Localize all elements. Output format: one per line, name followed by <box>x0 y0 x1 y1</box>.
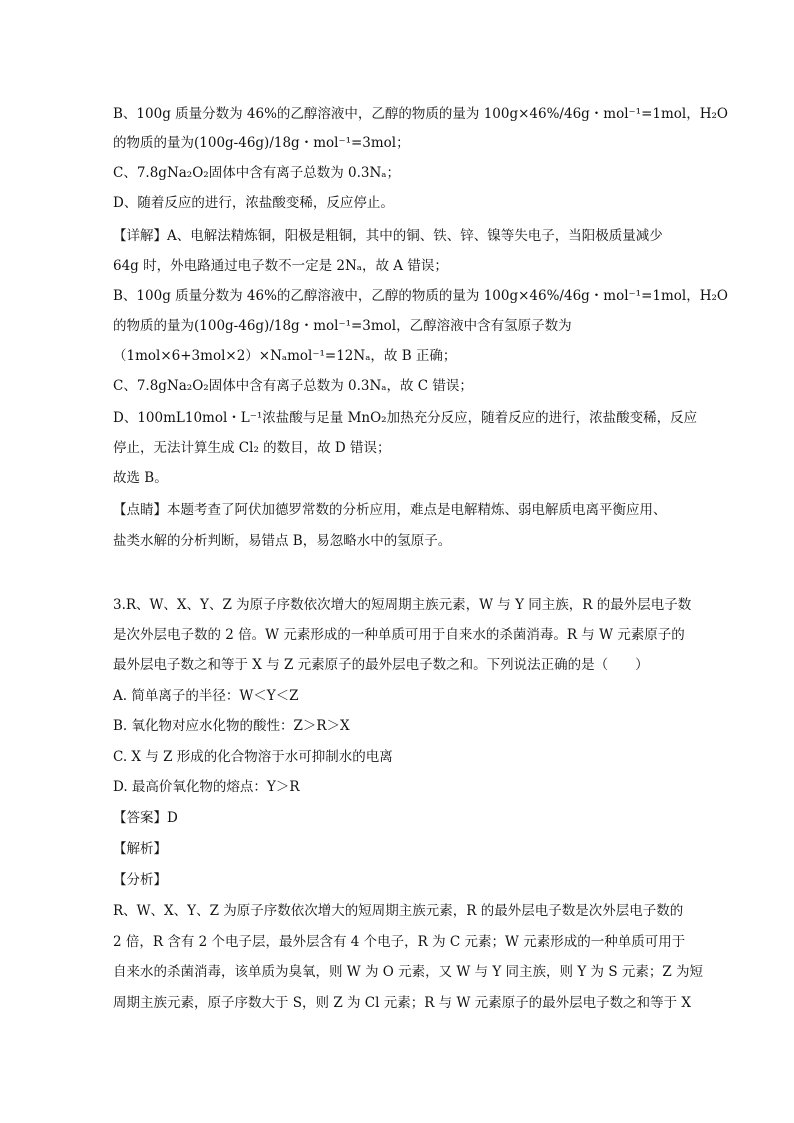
text-line: 【详解】A、电解法精炼铜，阳极是粗铜，其中的铜、铁、锌、镍等失电子，当阳极质量减少 <box>113 228 663 244</box>
text-line: C、7.8gNa₂O₂固体中含有离子总数为 0.3Nₐ，故 C 错误； <box>113 378 473 394</box>
option-b: B. 氧化物对应水化物的酸性：Z＞R＞X <box>113 718 350 734</box>
analysis-heading: 【解析】 <box>113 841 167 857</box>
text-line: C、7.8gNa₂O₂固体中含有离子总数为 0.3Nₐ； <box>113 165 400 181</box>
option-c: C. X 与 Z 形成的化合物溶于水可抑制水的电离 <box>113 749 393 765</box>
text-line: 故选 B。 <box>113 470 168 486</box>
text-line: B、100g 质量分数为 46%的乙醇溶液中，乙醇的物质的量为 100g×46%/46g・mol⁻¹=1mol，H₂O <box>113 106 728 122</box>
text-line: 的物质的量为(100g-46g)/18g・mol⁻¹=3mol，乙醇溶液中含有氢原子数为 <box>113 318 572 334</box>
text-line: 64g 时，外电路通过电子数不一定是 2Nₐ，故 A 错误； <box>113 258 448 274</box>
text-line: D、随着反应的进行，浓盐酸变稀，反应停止。 <box>113 195 394 211</box>
text-line: D、100mL10mol・L⁻¹浓盐酸与足量 MnO₂加热充分反应，随着反应的进行，浓盐酸变稀，反应 <box>113 410 698 426</box>
question-line: 3.R、W、X、Y、Z 为原子序数依次增大的短周期主族元素，W 与 Y 同主族，R 的最外层电子数 <box>113 597 692 613</box>
answer-line: 【答案】D <box>113 810 178 826</box>
text-line: 周期主族元素，原子序数大于 S，则 Z 为 Cl 元素；R 与 W 元素原子的最外层电子数之和等于 X <box>113 995 692 1011</box>
option-a: A. 简单离子的半径：W＜Y＜Z <box>113 688 299 704</box>
question-line: 最外层电子数之和等于 X 与 Z 元素原子的最外层电子数之和。下列说法正确的是（ ） <box>113 657 649 673</box>
question-line: 是次外层电子数的 2 倍。W 元素形成的一种单质可用于自来水的杀菌消毒。R 与 W 元素原子的 <box>113 627 685 643</box>
text-line: 【点睛】本题考查了阿伏加德罗常数的分析应用，难点是电解精炼、弱电解质电离平衡应用、 <box>113 502 667 518</box>
text-line: 自来水的杀菌消毒，该单质为臭氧，则 W 为 O 元素，又 W 与 Y 同主族，则 Y 为 S 元素；Z 为短 <box>113 964 704 980</box>
analysis-subheading: 【分析】 <box>113 872 167 888</box>
text-line: 的物质的量为(100g-46g)/18g・mol⁻¹=3mol； <box>113 135 410 151</box>
text-line: 盐类水解的分析判断，易错点 B，易忽略水中的氢原子。 <box>113 533 452 549</box>
text-line: B、100g 质量分数为 46%的乙醇溶液中，乙醇的物质的量为 100g×46%/46g・mol⁻¹=1mol，H₂O <box>113 288 728 304</box>
text-line: （1mol×6+3mol×2）×Nₐmol⁻¹=12Nₐ，故 B 正确； <box>113 348 457 364</box>
text-line: R、W、X、Y、Z 为原子序数依次增大的短周期主族元素，R 的最外层电子数是次外层电子数的 <box>113 903 684 919</box>
option-d: D. 最高价氧化物的熔点：Y＞R <box>113 779 300 795</box>
text-line: 停止，无法计算生成 Cl₂ 的数目，故 D 错误； <box>113 440 391 456</box>
text-line: 2 倍，R 含有 2 个电子层，最外层含有 4 个电子，R 为 C 元素；W 元素形成的一种单质可用于 <box>113 934 686 950</box>
